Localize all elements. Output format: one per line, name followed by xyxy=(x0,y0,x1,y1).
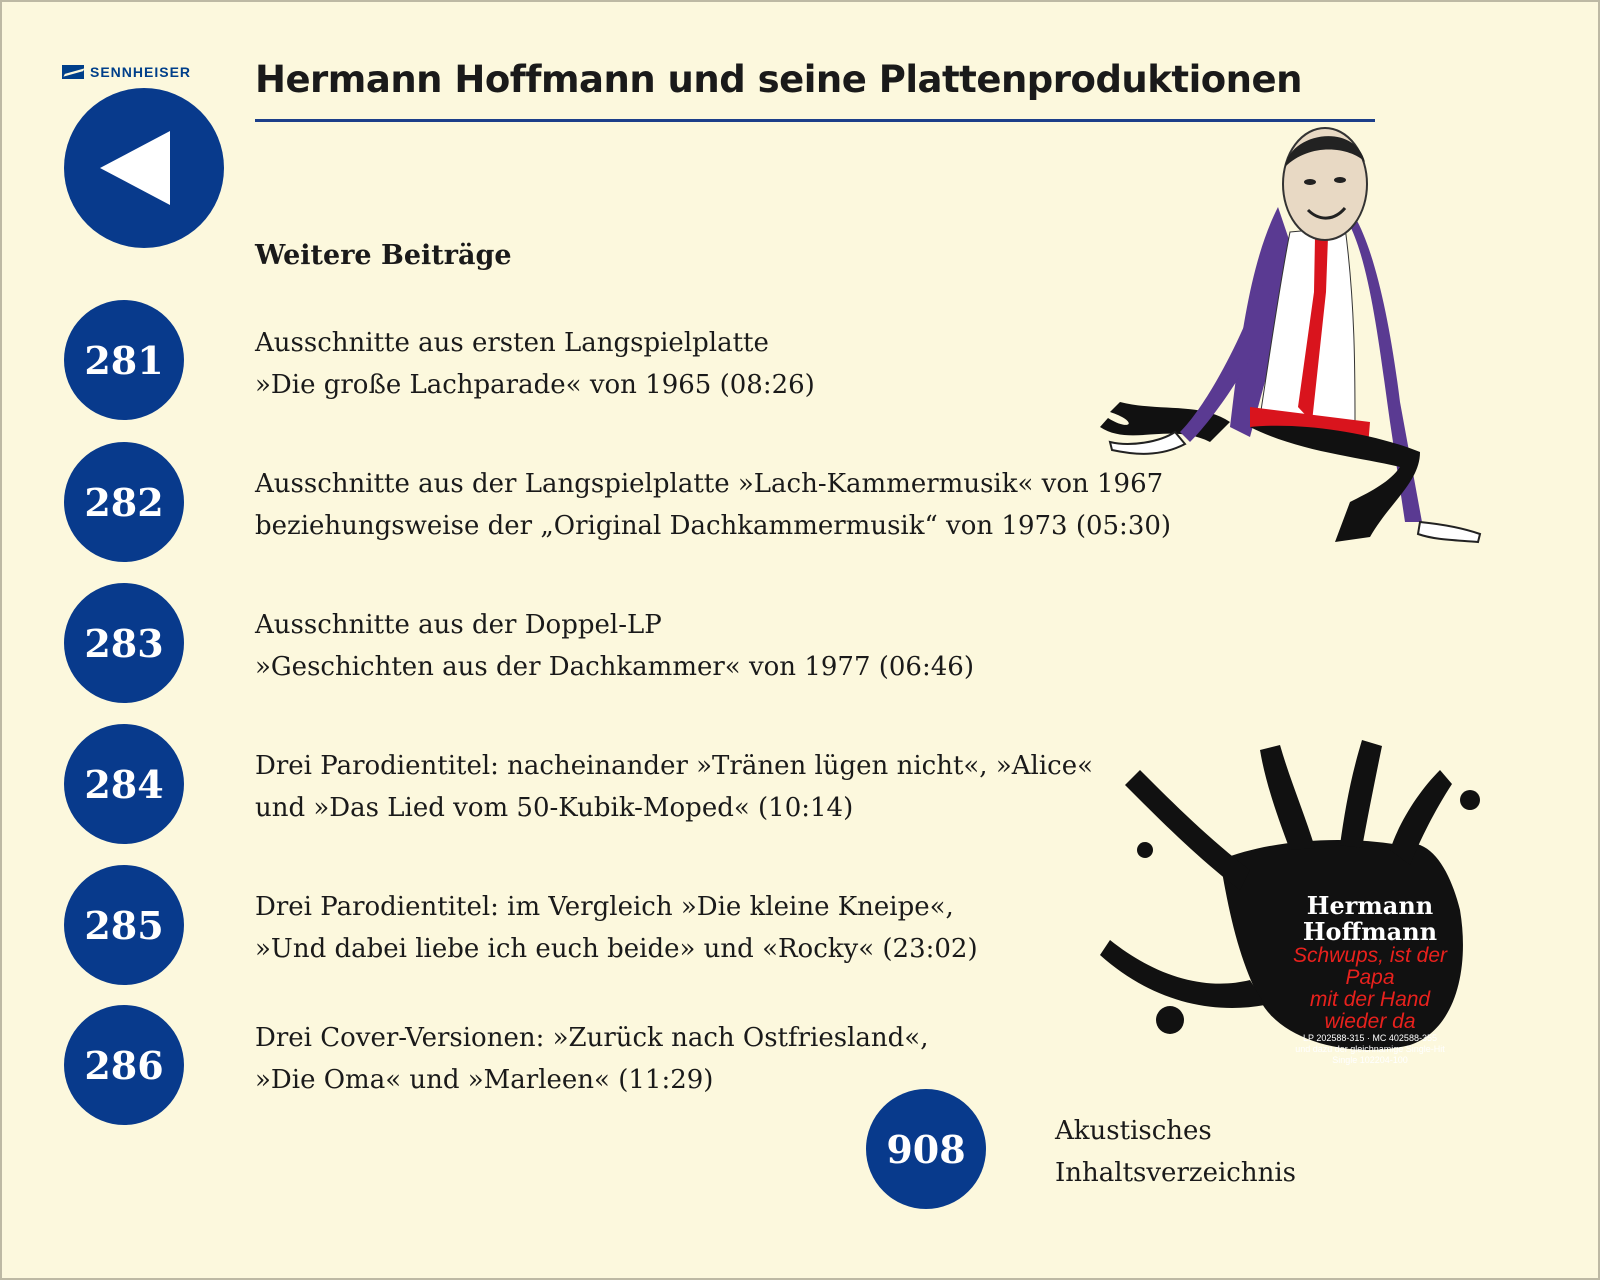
sennheiser-logo-icon xyxy=(62,65,84,79)
section-heading: Weitere Beiträge xyxy=(255,240,512,271)
album-artist-line: Hoffmann xyxy=(1302,917,1438,946)
track-description-282 xyxy=(255,463,1171,547)
album-catalog-line: LP 202588-315 · MC 402588-355 xyxy=(1303,1033,1437,1043)
track-button-281[interactable]: 281 xyxy=(64,300,184,420)
track-line: »Und dabei liebe ich euch beide» und «Rocky« (23:02) xyxy=(255,934,978,964)
album-title-line: Schwups, ist der Papa xyxy=(1292,944,1448,989)
table-of-contents-button[interactable]: 908 xyxy=(866,1089,986,1209)
track-button-285[interactable]: 285 xyxy=(64,865,184,985)
track-line: Ausschnitte aus der Doppel-LP xyxy=(255,610,662,640)
album-title-line: mit der Hand xyxy=(1309,988,1431,1011)
track-line: »Die große Lachparade« von 1965 (08:26) xyxy=(255,370,815,400)
back-button[interactable] xyxy=(64,88,224,248)
track-description-283 xyxy=(255,604,974,688)
index-line: Akustisches xyxy=(1055,1116,1212,1146)
track-line: Ausschnitte aus der Langspielplatte »Lach-Kammermusik« von 1967 xyxy=(255,469,1164,499)
album-title-line: wieder da xyxy=(1324,1010,1416,1033)
album-cover-text xyxy=(1270,893,1470,1066)
table-of-contents-label xyxy=(1055,1110,1296,1194)
track-button-282[interactable]: 282 xyxy=(64,442,184,562)
track-line: »Die Oma« und »Marleen« (11:29) xyxy=(255,1065,714,1095)
page-title: Hermann Hoffmann und seine Plattenproduktionen xyxy=(255,58,1302,101)
album-artist-line: Hermann xyxy=(1306,891,1434,920)
caricature-illustration xyxy=(1100,122,1500,562)
track-line: »Geschichten aus der Dachkammer« von 1977 (06:46) xyxy=(255,652,974,682)
track-description-281 xyxy=(255,322,815,406)
logo-text: SENNHEISER xyxy=(90,64,192,80)
track-line: Drei Cover-Versionen: »Zurück nach Ostfriesland«, xyxy=(255,1023,929,1053)
track-button-286[interactable]: 286 xyxy=(64,1005,184,1125)
sennheiser-logo xyxy=(62,64,191,80)
track-line: Ausschnitte aus ersten Langspielplatte xyxy=(255,328,769,358)
track-line: Drei Parodientitel: nacheinander »Tränen lügen nicht«, »Alice« xyxy=(255,751,1093,781)
play-left-triangle-icon xyxy=(64,88,224,248)
track-line: beziehungsweise der „Original Dachkammermusik“ von 1973 (05:30) xyxy=(255,511,1172,541)
track-button-283[interactable]: 283 xyxy=(64,583,184,703)
track-line: Drei Parodientitel: im Vergleich »Die kleine Kneipe«, xyxy=(255,892,954,922)
album-catalog-line: und dazu der gleichnamige Single-Hit xyxy=(1295,1044,1445,1054)
track-line: und »Das Lied vom 50-Kubik-Moped« (10:14) xyxy=(255,793,854,823)
album-catalog-line: Single 102204-100 xyxy=(1332,1055,1408,1065)
track-button-284[interactable]: 284 xyxy=(64,724,184,844)
track-description-286 xyxy=(255,1017,928,1101)
track-description-284 xyxy=(255,745,1093,829)
track-description-285 xyxy=(255,886,978,970)
index-line: Inhaltsverzeichnis xyxy=(1055,1158,1296,1188)
